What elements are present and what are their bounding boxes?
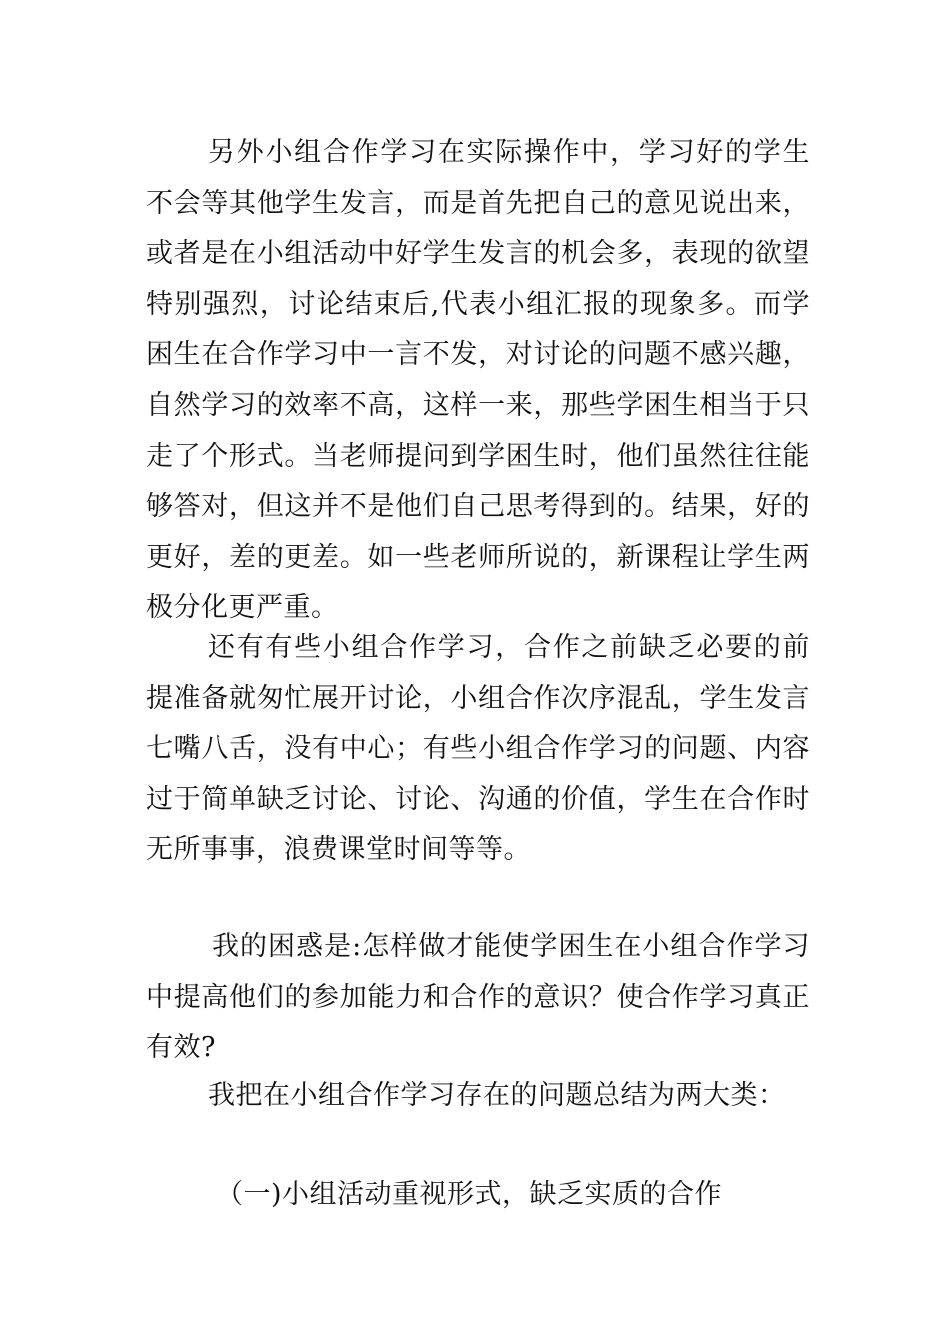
- paragraph-summary-intro: 我把在小组合作学习存在的问题总结为两大类：: [208, 1080, 786, 1111]
- paragraph-group-issues: 另外小组合作学习在实际操作中，学习好的学生不会等其他学生发言，而是首先把自己的意见说出来，或者是在小组活动中好学生发言的机会多，表现的欲望特别强烈，讨论结束后,代表小组汇报的现象多。而学困生在合作学习中一言不发，对讨论的问题不感兴趣，自然学习的效率不高，这样一来，那些学困生相当于只走了个形式。当老师提问到学困生时，他们虽然往往能够答对，但这并不是他们自己思考得到的。结果，好的更好，差的更差。如一些老师所说的，新课程让学生两极分化更严重。: [146, 137, 810, 624]
- section-heading-one: （一)小组活动重视形式，缺乏实质的合作: [216, 1179, 723, 1210]
- paragraph-preparation-issues: 还有有些小组合作学习，合作之前缺乏必要的前提准备就匆忙展开讨论，小组合作次序混乱，学生发言七嘴八舌，没有中心；有些小组合作学习的问题、内容过于简单缺乏讨论、讨论、沟通的价值，学生在合作时无所事事，浪费课堂时间等等。: [146, 632, 810, 866]
- paragraph-confusion-question: 我的困惑是:怎样做才能使学困生在小组合作学习中提高他们的参加能力和合作的意识？使合作学习真正有效?: [146, 931, 810, 1064]
